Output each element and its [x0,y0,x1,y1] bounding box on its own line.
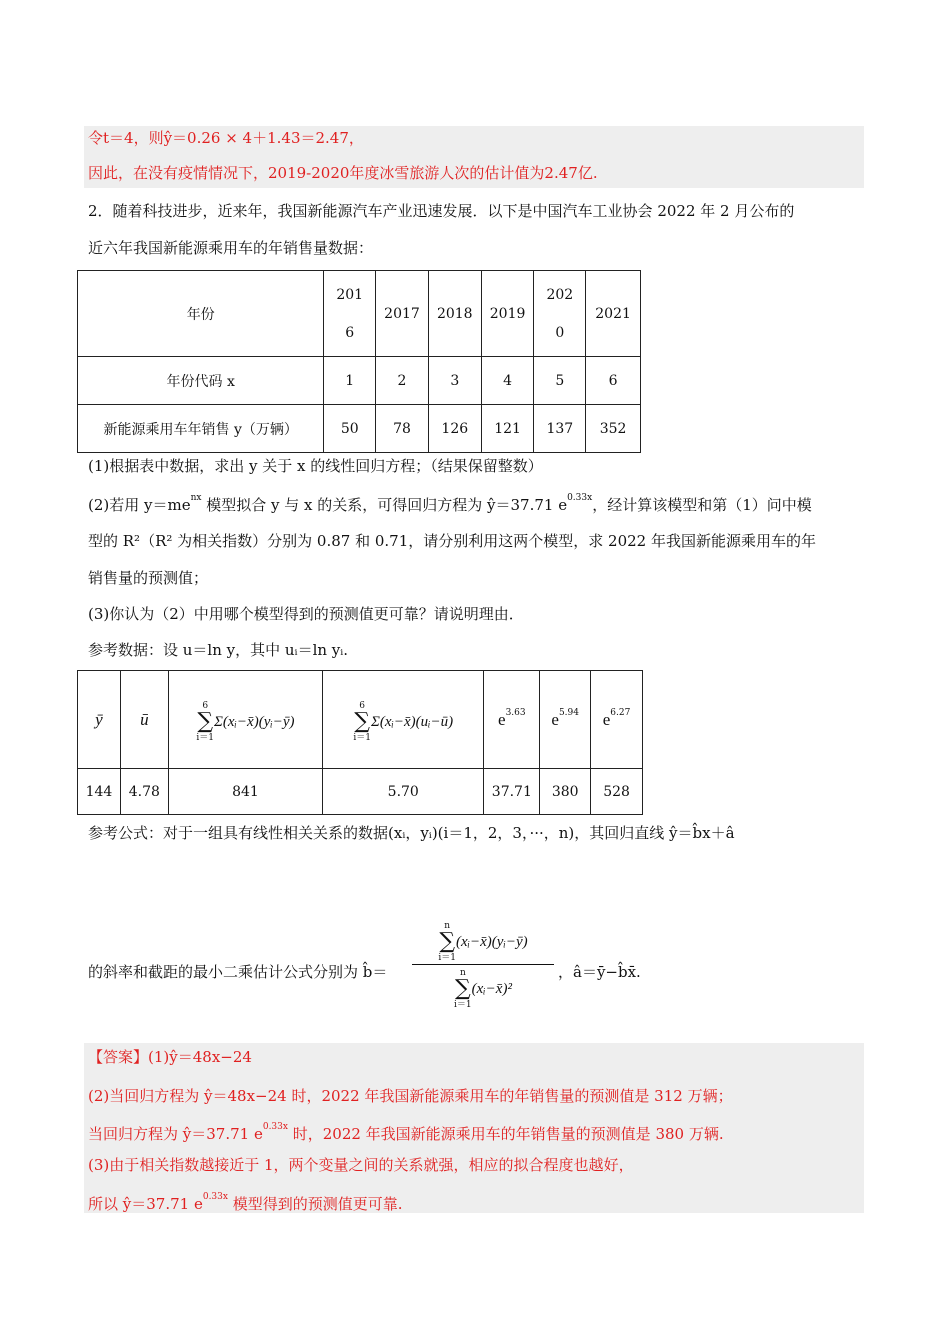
question-2-line1 [88,492,812,515]
answer-line1 [88,1047,252,1067]
sales-table [77,270,641,453]
table-cell: 841 [168,769,322,815]
table-cell: 2017 [376,271,429,357]
formula-line2-prefix: 的斜率和截距的最小二乘估计公式分别为 b̂＝ [88,963,388,981]
table-cell: 4 [481,357,534,405]
table-cell: 年份 [78,271,324,357]
answer-3-line1: (3)由于相关指数越接近于 1，两个变量之间的关系就强，相应的拟合程度也越好， [88,1156,634,1174]
table-cell: 37.71 [484,769,540,815]
table-cell: 78 [376,405,429,453]
question-3: (3)你认为（2）中用哪个模型得到的预测值更可靠？请说明理由． [88,605,524,623]
prev-answer-line2: 因此，在没有疫情情况下，2019-2020年度冰雪旅游人次的估计值为2.47亿. [88,164,598,182]
answer-tag: 【答案】 [88,1048,149,1066]
question-1: (1)根据表中数据，求出 y 关于 x 的线性回归方程；（结果保留整数） [88,457,543,475]
fraction-denominator: (xᵢ−x̄)² [471,980,512,997]
table-cell: 2019 [481,271,534,357]
table-cell: 202 0 [534,271,586,357]
table-cell: $e^{6.27}$ [591,671,643,769]
table-cell: 6 ∑ i＝1 Σ(xᵢ−x̄)(yᵢ−ȳ) [168,671,322,769]
table-cell: 121 [481,405,534,453]
table-cell: 2 [376,357,429,405]
table-cell: $e^{5.94}$ [540,671,591,769]
table-cell: 3 [428,357,481,405]
q2-part-c: ，经计算该模型和第（1）问中模 [592,496,812,514]
table-cell: 380 [540,769,591,815]
formula-line2-suffix: ，â＝ȳ−b̂x̄. [558,963,641,981]
table-cell: 528 [591,769,643,815]
question-2-line3: 销售量的预测值； [88,569,209,587]
question-2-line2: 型的 R²（R² 为相关指数）分别为 0.87 和 0.71，请分别利用这两个模型，求 2022 年我国新能源乘用车的年 [88,532,816,550]
table-cell: 1 [324,357,376,405]
table-cell: 5 [534,357,586,405]
answer-3-line2: 所以 ŷ＝37.71 $e^{0.33x}$ 模型得到的预测值更可靠. [88,1192,403,1213]
table-cell: ū [120,671,168,769]
table-cell: $e^{3.63}$ [484,671,540,769]
prev-answer-line1: 令t＝4，则ŷ＝0.26 × 4＋1.43＝2.47， [88,129,364,147]
table-cell: 5.70 [323,769,484,815]
table-cell: 2018 [428,271,481,357]
answer-2-line1: (2)当回归方程为 ŷ＝48x−24 时，2022 年我国新能源乘用车的年销售量的预测值是 312 万辆； [88,1087,733,1105]
q2-sup-a: nx [190,493,202,503]
table-cell: 6 ∑ i＝1 Σ(xᵢ−x̄)(uᵢ−ū) [323,671,484,769]
table-cell: 4.78 [120,769,168,815]
table-cell: 144 [78,769,121,815]
table-cell: 137 [534,405,586,453]
problem-line2: 近六年我国新能源乘用车的年销售量数据： [88,239,374,257]
table-cell: 50 [324,405,376,453]
q2-part-a: (2)若用 y＝me [88,496,191,514]
answer-1: (1)ŷ＝48x−24 [148,1048,252,1066]
answer-2-line2: 当回归方程为 ŷ＝37.71 $e^{0.33x}$ 时，2022 年我国新能源乘用车的年销售量的预测值是 380 万辆. [88,1122,724,1143]
reference-table [77,670,643,815]
table-cell: 201 6 [324,271,376,357]
table-cell: 126 [428,405,481,453]
table-cell: ȳ [78,671,121,769]
table-cell: 年份代码 x [78,357,324,405]
problem-line1: 2．随着科技进步，近来年，我国新能源汽车产业迅速发展．以下是中国汽车工业协会 2022 年 2 月公布的 [88,202,795,220]
table-cell: 6 [586,357,641,405]
table-cell: 2021 [586,271,641,357]
fraction-numerator: (xᵢ−x̄)(yᵢ−ȳ) [456,933,528,950]
q2-sup-b: 0.33x [567,493,593,503]
q2-part-b: 模型拟合 y 与 x 的关系，可得回归方程为 ŷ＝37.71 e [201,496,568,514]
formula-line1: 参考公式：对于一组具有线性相关关系的数据(xᵢ，yᵢ)(i＝1，2，3，···，n)，其回归直线 ŷ＝b̂x＋â [88,824,735,842]
least-squares-fraction: n ∑ i＝1 (xᵢ−x̄)(yᵢ−ȳ) n ∑ i＝1 (xᵢ−x̄)² [412,920,554,1013]
reference-data: 参考数据：设 u＝ln y，其中 uᵢ＝ln yᵢ. [88,641,349,659]
table-cell: 新能源乘用车年销售 y（万辆） [78,405,324,453]
table-cell: 352 [586,405,641,453]
